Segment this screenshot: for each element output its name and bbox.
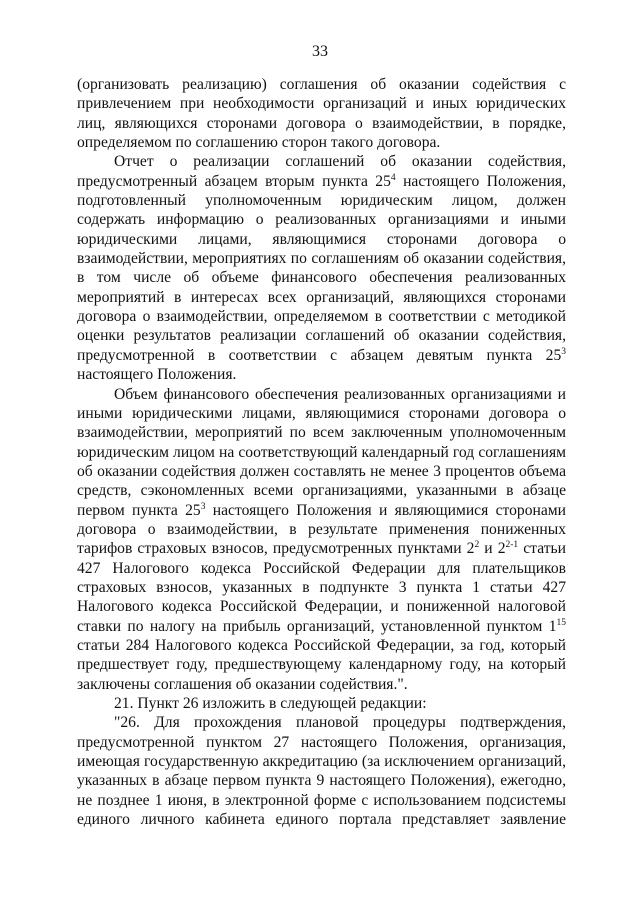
text-segment: Объем финансового обеспечения реализованных организациями и иными юридическими лицами, являющимися сторонами договора о взаимодействии, мероприятий по всем заключенным уполномоченным юридическим лицом на соответствующий календарный год соглашениям об оказании содействия должен составлять не менее 3 процентов объема средств, сэкономленных всеми организациями, указанными в абзаце первом пункта 25 <box>77 385 566 519</box>
paragraph-continuation <box>77 75 566 152</box>
paragraph-clause-26 <box>77 713 566 829</box>
superscript: 4 <box>390 172 396 183</box>
text-segment: 21. Пункт 26 изложить в следующей редакции: <box>114 695 427 712</box>
page-number: 33 <box>312 43 328 60</box>
text-segment: (организовать реализацию) соглашения об оказании содействия с привлечением при необходимости организаций и иных юридических лиц, являющихся сторонами договора о взаимодействии, в порядке, определяемом по соглашению сторон такого договора. <box>77 76 566 152</box>
paragraph-amendment-heading <box>77 694 566 713</box>
superscript: 3 <box>200 501 206 512</box>
text-segment: настоящего Положения и являющимися сторонами договора о взаимодействии, в результате применения пониженных тарифов страховых взносов, предусмотренных пунктами 2 <box>77 501 566 558</box>
text-segment: статьи 427 Налогового кодекса Российской Федерации для плательщиков страховых взносов, указанных в подпункте 3 пункта 1 статьи 427 Налогового кодекса Российской Федерации, и пониженной налоговой ставки по налогу на прибыль организаций, установленной пунктом 1 <box>77 540 566 635</box>
text-segment: настоящего Положения. <box>77 366 237 384</box>
superscript: 3 <box>561 346 566 357</box>
paragraph-report <box>77 152 566 384</box>
superscript: 2 <box>474 540 480 551</box>
superscript: 15 <box>556 617 566 628</box>
text-segment: Отчет о реализации соглашений об оказании содействия, предусмотренный абзацем вторым пункта 25 <box>77 153 566 190</box>
text-segment: и 2 <box>479 540 506 558</box>
text-segment: настоящего Положения, подготовленный уполномоченным юридическим лицом, должен содержать информацию о реализованных организациями и иными юридическими лицами, являющимися сторонами договора о взаимодействии, мероприятиях по соглашениям об оказании содействия, в том числе об объеме финансового обеспечения реализованных мероприятий в интересах всех организаций, являющихся сторонами договора о взаимодействии, определяемом в соответствии с методикой оценки результатов реализации соглашений об оказании содействия, предусмотренной в соответствии с абзацем девятым пункта 25 <box>77 172 566 364</box>
text-segment: статьи 284 Налогового кодекса Российской Федерации, за год, который предшествует году, предшествующему календарному году, на который заключены соглашения об оказании содействия.". <box>77 636 566 693</box>
text-segment: "26. Для прохождения плановой процедуры подтверждения, предусмотренной пунктом 27 настоящего Положения, организация, имеющая государственную аккредитацию (за исключением организаций, указанных в абзаце первом пункта 9 настоящего Положения), ежегодно, не позднее 1 июня, в электронной форме с использованием подсистемы единого личного кабинета единого портала представляет заявление <box>77 714 566 829</box>
document-body <box>77 75 566 829</box>
superscript: 2-1 <box>505 540 519 551</box>
paragraph-financing <box>77 385 566 695</box>
